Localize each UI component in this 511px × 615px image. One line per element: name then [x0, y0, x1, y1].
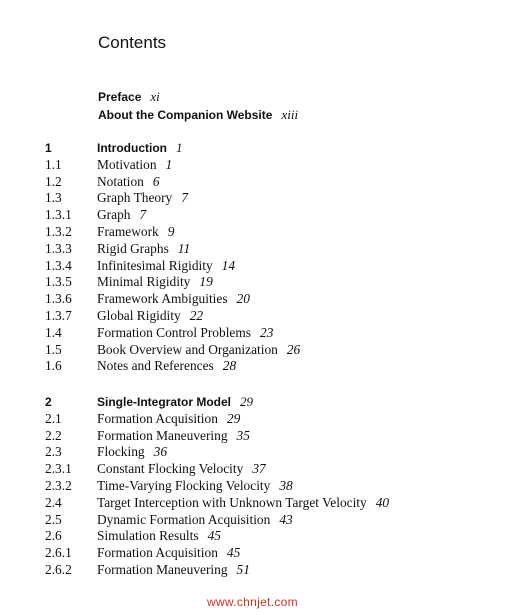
entry-number: 2.3: [45, 444, 62, 460]
entry-title: Dynamic Formation Acquisition: [97, 511, 271, 527]
toc-entry[interactable]: [0, 308, 511, 325]
entry-title-wrap: [97, 291, 250, 308]
entry-title: Framework Ambiguities: [97, 291, 228, 307]
entry-title: Time-Varying Flocking Velocity: [97, 477, 271, 493]
entry-title: Formation Control Problems: [97, 324, 251, 340]
entry-number: 1.3.4: [45, 257, 72, 273]
entry-number: 1.4: [45, 324, 62, 340]
entry-title-wrap: [97, 224, 174, 241]
toc-entry[interactable]: [0, 411, 511, 428]
entry-number: 2.6: [45, 528, 62, 544]
entry-page: 19: [199, 274, 213, 290]
entry-title: Formation Maneuvering: [97, 561, 228, 577]
entry-number: 1.3.2: [45, 223, 72, 239]
entry-title: Flocking: [97, 444, 145, 460]
toc-entry[interactable]: [0, 495, 511, 512]
entry-title: Graph Theory: [97, 190, 173, 206]
toc-entry[interactable]: [0, 512, 511, 529]
entry-title-wrap: [97, 528, 221, 545]
front-matter: [98, 88, 298, 124]
entry-title-wrap: [97, 241, 190, 258]
entry-page: 11: [177, 240, 191, 256]
entry-page: 1: [165, 156, 173, 172]
entry-title-wrap: [97, 157, 172, 174]
entry-page: 26: [286, 341, 301, 357]
entry-number: 2.6.2: [45, 561, 72, 577]
toc-entry[interactable]: [0, 545, 511, 562]
entry-title-wrap: [97, 478, 293, 495]
entry-number: 2.5: [45, 511, 62, 527]
entry-title: Framework: [97, 223, 159, 239]
toc-entry[interactable]: [0, 258, 511, 275]
entry-page: 20: [236, 291, 250, 307]
entry-title: Target Interception with Unknown Target Velocity: [97, 494, 367, 510]
toc-entry[interactable]: [0, 342, 511, 359]
entry-title-wrap: [97, 190, 188, 207]
entry-page: 36: [153, 444, 168, 460]
entry-number: 1.3.3: [45, 240, 72, 256]
toc-entry[interactable]: [0, 241, 511, 258]
entry-title-wrap: [97, 342, 300, 359]
entry-title: Formation Acquisition: [97, 545, 218, 561]
entry-title: Motivation: [97, 156, 157, 172]
toc-entry[interactable]: [0, 224, 511, 241]
entry-number: 2: [45, 395, 52, 409]
entry-page: 35: [236, 427, 250, 443]
entry-title: Single-Integrator Model: [97, 395, 232, 409]
entry-page: 45: [226, 545, 241, 561]
entry-title: Simulation Results: [97, 528, 199, 544]
entry-page: 22: [189, 307, 204, 323]
entry-title: Rigid Graphs: [97, 240, 169, 256]
toc-entry[interactable]: [0, 478, 511, 495]
watermark: www.chnjet.com: [207, 595, 298, 609]
chapter-heading[interactable]: [0, 140, 511, 157]
toc-entry[interactable]: [0, 190, 511, 207]
entry-title-wrap: [97, 207, 146, 224]
entry-title-wrap: [97, 325, 273, 342]
front-matter-entry[interactable]: [98, 106, 298, 124]
entry-title-wrap: [97, 308, 203, 325]
entry-page: 29: [240, 394, 254, 409]
entry-page: 29: [226, 410, 241, 426]
entry-page: 28: [222, 358, 237, 374]
toc-entry[interactable]: [0, 528, 511, 545]
entry-title-wrap: [97, 274, 213, 291]
entry-page: 38: [279, 477, 293, 493]
entry-title-wrap: [97, 545, 240, 562]
toc-entry[interactable]: [0, 325, 511, 342]
page-title: Contents: [98, 33, 167, 52]
entry-page: 14: [221, 257, 236, 273]
entry-title: Notes and References: [97, 358, 214, 374]
toc-entry[interactable]: [0, 291, 511, 308]
entry-title-wrap: [97, 258, 235, 275]
entry-title: Formation Maneuvering: [97, 427, 228, 443]
toc-entry[interactable]: [0, 207, 511, 224]
entry-page: 23: [260, 324, 274, 340]
entry-title: Constant Flocking Velocity: [97, 461, 244, 477]
entry-number: 1.6: [45, 358, 62, 374]
entry-title-wrap: [97, 512, 293, 529]
entry-number: 2.3.2: [45, 477, 72, 493]
entry-page: 9: [167, 223, 175, 239]
entry-title: Notation: [97, 173, 144, 189]
entry-title-wrap: [97, 140, 182, 157]
entry-page: 6: [152, 173, 160, 189]
entry-title: About the Companion Website: [98, 108, 273, 122]
entry-number: 1.3.5: [45, 274, 72, 290]
entry-title: Minimal Rigidity: [97, 274, 191, 290]
entry-page: 51: [236, 561, 250, 577]
entry-title-wrap: [97, 411, 240, 428]
entry-number: 1.3.6: [45, 291, 72, 307]
entry-title-wrap: [97, 358, 236, 375]
chapter-2: [0, 394, 511, 579]
entry-number: 1.5: [45, 341, 62, 357]
entry-number: 1.2: [45, 173, 62, 189]
entry-number: 1.3.7: [45, 307, 72, 323]
front-matter-entry[interactable]: [98, 88, 298, 106]
entry-number: 2.4: [45, 494, 62, 510]
entry-page: 45: [207, 528, 221, 544]
entry-title-wrap: [97, 174, 160, 191]
chapter-1: [0, 140, 511, 375]
entry-page: 1: [175, 140, 183, 155]
entry-number: 2.6.1: [45, 545, 72, 561]
toc-entry[interactable]: [0, 444, 511, 461]
entry-page: 7: [181, 190, 188, 206]
entry-title-wrap: [97, 444, 167, 461]
entry-number: 2.1: [45, 410, 62, 426]
entry-title: Preface: [98, 90, 142, 104]
entry-number: 2.3.1: [45, 461, 72, 477]
entry-number: 1.1: [45, 156, 62, 172]
entry-title: Infinitesimal Rigidity: [97, 257, 213, 273]
toc-entry[interactable]: [0, 157, 511, 174]
entry-number: 2.2: [45, 427, 62, 443]
entry-number: 1.3.1: [45, 207, 72, 223]
entry-page: xi: [150, 89, 160, 104]
entry-number: 1.3: [45, 190, 62, 206]
entry-title-wrap: [97, 394, 253, 411]
entry-title-wrap: [97, 461, 266, 478]
toc-entry[interactable]: [0, 428, 511, 445]
toc-entry[interactable]: [0, 358, 511, 375]
entry-number: 1: [45, 141, 52, 155]
entry-title-wrap: [97, 428, 250, 445]
entry-title: Graph: [97, 207, 131, 223]
chapter-heading[interactable]: [0, 394, 511, 411]
entry-page: 37: [252, 461, 266, 477]
entry-title: Formation Acquisition: [97, 410, 218, 426]
toc-entry[interactable]: [0, 174, 511, 191]
entry-page: 40: [375, 494, 390, 510]
entry-title: Introduction: [97, 141, 167, 155]
toc-entry[interactable]: [0, 461, 511, 478]
entry-page: 43: [279, 511, 293, 527]
entry-page: 7: [139, 207, 147, 223]
entry-title: Global Rigidity: [97, 307, 181, 323]
entry-title: Book Overview and Organization: [97, 341, 278, 357]
toc-entry[interactable]: [0, 562, 511, 579]
entry-title-wrap: [97, 562, 250, 579]
toc-entry[interactable]: [0, 274, 511, 291]
entry-page: xiii: [281, 107, 299, 122]
entry-title-wrap: [97, 495, 389, 512]
